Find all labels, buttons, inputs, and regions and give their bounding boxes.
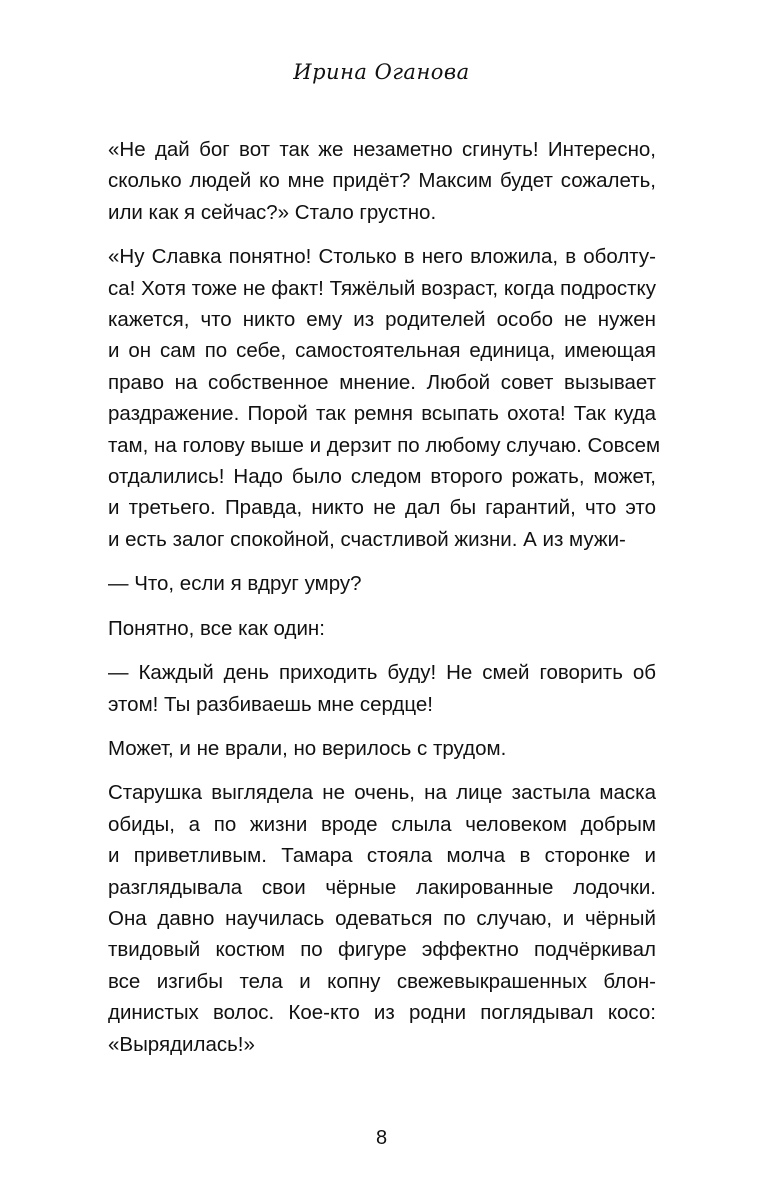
running-head: Ирина Оганова	[293, 60, 470, 84]
text-line: и он сам по себе, самостоятельная единица, имеющая	[108, 339, 656, 363]
text-line: «Ну Славка понятно! Столько в него вложила, в оболту-	[108, 245, 656, 269]
text-line: разглядывала свои чёрные лакированные лодочки.	[108, 875, 656, 899]
paragraph	[108, 134, 656, 228]
text-line: сколько людей ко мне придёт? Максим будет сожалеть,	[108, 169, 656, 193]
text-line: этом! Ты разбиваешь мне сердце!	[108, 692, 433, 716]
text-line: и третьего. Правда, никто не дал бы гарантий, что это	[108, 496, 656, 520]
text-line: или как я сейчас?» Стало грустно.	[108, 200, 437, 224]
text-line: там, на голову выше и дерзит по любому случаю. Совсем	[108, 433, 661, 457]
page-number: 8	[375, 1127, 388, 1149]
paragraph	[108, 568, 656, 599]
text-line: отдалились! Надо было следом второго рожать, может,	[108, 465, 656, 489]
paragraph	[108, 241, 661, 555]
text-line: Старушка выглядела не очень, на лице застыла маска	[108, 781, 656, 805]
text-line: и приветливым. Тамара стояла молча в сторонке и	[108, 844, 656, 868]
text-line: твидовый костюм по фигуре эффектно подчёркивал	[108, 938, 656, 962]
body-text	[108, 134, 661, 1073]
text-line: право на собственное мнение. Любой совет вызывает	[108, 370, 656, 394]
text-line: «Не дай бог вот так же незаметно сгинуть! Интересно,	[108, 138, 656, 161]
paragraph	[108, 657, 656, 720]
text-line: — Каждый день приходить буду! Не смей говорить об	[108, 661, 656, 685]
paragraph	[108, 613, 656, 644]
text-line: кажется, что никто ему из родителей особо не нужен	[108, 308, 656, 332]
text-line: обиды, а по жизни вроде слыла человеком добрым	[108, 812, 656, 836]
text-line: — Что, если я вдруг умру?	[108, 572, 362, 596]
paragraph	[108, 777, 656, 1060]
text-line: са! Хотя тоже не факт! Тяжёлый возраст, когда подростку	[108, 276, 656, 300]
paragraph	[108, 733, 656, 764]
text-line: раздражение. Порой так ремня всыпать охота! Так куда	[108, 402, 656, 426]
text-line: «Вырядилась!»	[108, 1032, 255, 1056]
text-line: Может, и не врали, но верилось с трудом.	[108, 736, 507, 760]
text-line: и есть залог спокойной, счастливой жизни. А из мужи-	[108, 527, 626, 551]
text-line: Она давно научилась одеваться по случаю, и чёрный	[108, 906, 656, 930]
text-line: все изгибы тела и копну свежевыкрашенных блон-	[108, 969, 656, 993]
text-line: Понятно, все как один:	[108, 616, 325, 640]
text-line: динистых волос. Кое-кто из родни поглядывал косо:	[108, 1001, 656, 1025]
